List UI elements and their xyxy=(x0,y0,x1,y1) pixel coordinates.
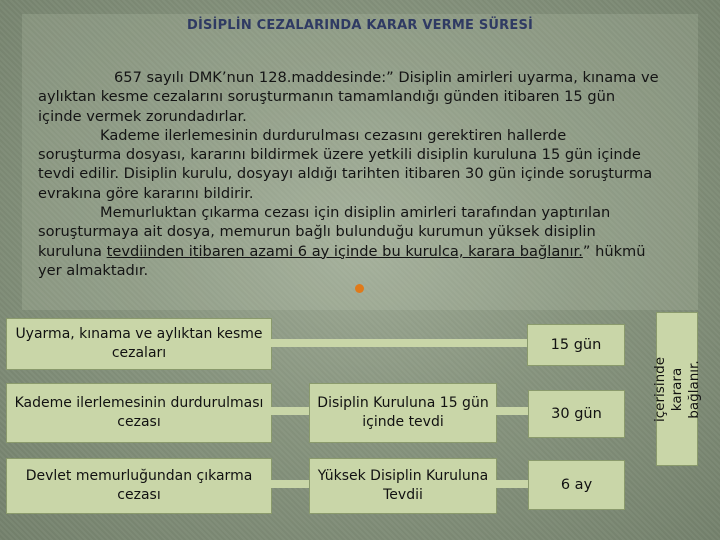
underlined-fragment: tevdiinden itibaren azami 6 ay içinde bu kurulca, karara bağlanır. xyxy=(106,242,583,260)
connector-line xyxy=(271,339,527,347)
paragraph-line xyxy=(38,242,698,261)
paragraph-line: içinde vermek zorundadırlar. xyxy=(38,107,247,125)
legal-paragraph xyxy=(38,68,698,280)
connector-line xyxy=(271,480,309,488)
paragraph-line: yer almaktadır. xyxy=(38,261,149,279)
penalty-box-grade-stop: Kademe ilerlemesinin durdurulması cezası xyxy=(6,383,272,443)
connector-line xyxy=(496,480,528,488)
paragraph-line: evrakına göre kararını bildirir. xyxy=(38,184,254,202)
paragraph-line: soruşturmaya ait dosya, memurun bağlı bulunduğu kurumun yüksek disiplin xyxy=(38,223,596,241)
duration-box-30-days: 30 gün xyxy=(528,390,625,438)
paragraph-fragment: ” hükmü xyxy=(582,242,646,260)
step-box-high-council: Yüksek Disiplin Kuruluna Tevdii xyxy=(309,458,497,514)
result-box xyxy=(651,312,702,466)
paragraph-line: Kademe ilerlemesinin durdurulması cezasını gerektiren hallerde xyxy=(100,126,567,144)
paragraph-line: soruşturma dosyası, kararını bildirmek üzere yetkili disiplin kuruluna 15 gün içinde xyxy=(38,146,641,164)
step-box-council: Disiplin Kuruluna 15 gün içinde tevdi xyxy=(309,383,497,443)
bullet-dot-icon xyxy=(355,284,364,293)
paragraph-line: tevdi edilir. Disiplin kurulu, dosyayı aldığı tarihten itibaren 30 gün içinde soruşturma xyxy=(38,165,653,183)
penalty-box-warning: Uyarma, kınama ve aylıktan kesme cezaları xyxy=(6,318,272,370)
penalty-box-dismissal: Devlet memurluğundan çıkarma cezası xyxy=(6,458,272,514)
paragraph-line: Memurluktan çıkarma cezası için disiplin amirleri tarafından yaptırılan xyxy=(100,204,611,222)
paragraph-fragment: kuruluna xyxy=(38,242,107,260)
paragraph-line: 657 sayılı DMK’nun 128.maddesinde:” Disiplin amirleri uyarma, kınama ve xyxy=(114,69,659,86)
connector-line xyxy=(271,407,309,415)
connector-line xyxy=(496,407,528,415)
paragraph-line: aylıktan kesme cezalarını soruşturmanın tamamlandığı günden itibaren 15 gün xyxy=(38,88,616,106)
result-label: içerisinde karara bağlanır. xyxy=(651,356,702,422)
duration-box-6-months: 6 ay xyxy=(528,460,625,510)
duration-box-15-days: 15 gün xyxy=(527,324,625,366)
slide-title: DİSİPLİN CEZALARINDA KARAR VERME SÜRESİ xyxy=(186,18,534,33)
